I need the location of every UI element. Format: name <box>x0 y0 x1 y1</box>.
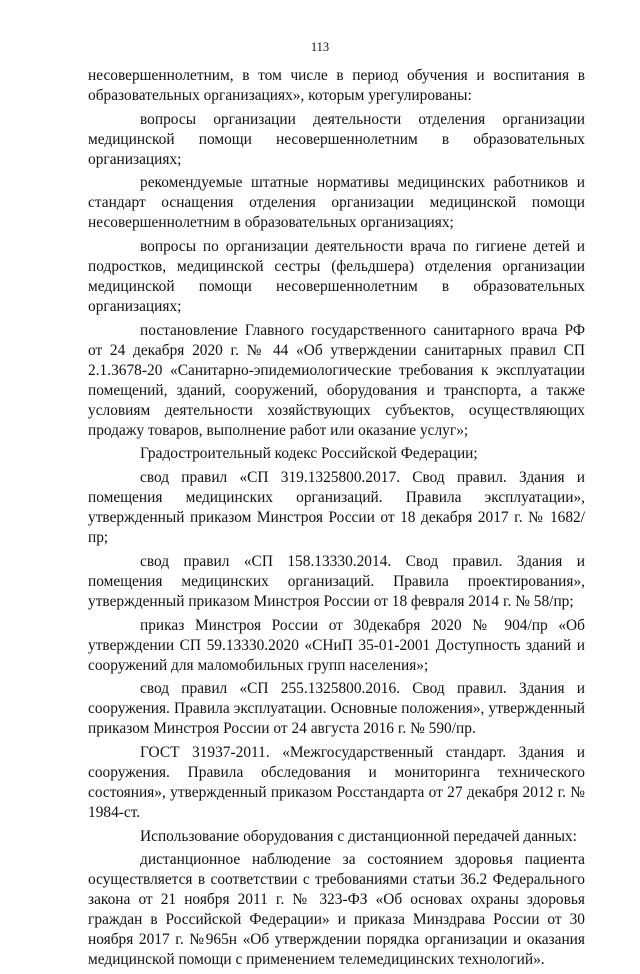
document-body <box>88 66 585 974</box>
paragraph: Использование оборудования с дистанционной передачей данных: <box>140 827 577 845</box>
paragraph: вопросы организации деятельности отделения организации медицинской помощи несовершеннолетним в образовательных организациях; <box>88 110 585 168</box>
paragraph: свод правил «СП 319.1325800.2017. Свод правил. Здания и помещения медицинских организаций. Правила эксплуатации», утвержденный приказом Минстроя России от 18 декабря 2017 г. № 1682/пр; <box>88 469 585 547</box>
paragraph: свод правил «СП 158.13330.2014. Свод правил. Здания и помещения медицинских организаций. Правила проектирования», утвержденный приказом Минстроя России от 18 февраля 2014 г. № 58/пр; <box>88 552 585 610</box>
page-number: 113 <box>310 40 330 54</box>
paragraph: приказ Минстроя России от 30декабря 2020 № 904/пр «Об утверждении СП 59.13330.2020 «СНиП 35-01-2001 Доступность зданий и сооружений для маломобильных групп населения»; <box>88 616 585 674</box>
paragraph: постановление Главного государственного санитарного врача РФ от 24 декабря 2020 г. № 44 «Об утверждении санитарных правил СП 2.1.3678-20 «Санитарно-эпидемиологические требования к эксплуатации помещений, зданий, сооружений, оборудования и транспорта, а также условиям деятельности хозяйствующих субъектов, осуществляющих продажу товаров, выполнение работ или оказание услуг»; <box>88 321 585 439</box>
paragraph: вопросы по организации деятельности врача по гигиене детей и подростков, медицинской сестры (фельдшера) отделения организации медицинской помощи несовершеннолетним в образовательных организациях; <box>88 238 585 316</box>
paragraph: ГОСТ 31937-2011. «Межгосударственный стандарт. Здания и сооружения. Правила обследования и мониторинга технического состояния», утвержденный приказом Росстандарта от 27 декабря 2012 г. № 1984-ст. <box>88 743 585 821</box>
paragraph-continuation: несовершеннолетним, в том числе в период обучения и воспитания в образовательных организациях», которым урегулированы: <box>88 67 585 104</box>
paragraph: Градостроительный кодекс Российской Федерации; <box>140 445 478 463</box>
paragraph: свод правил «СП 255.1325800.2016. Свод правил. Здания и сооружения. Правила эксплуатации. Основные положения», утвержденный приказом Минстроя России от 24 августа 2016 г. № 590/пр. <box>88 680 585 738</box>
paragraph: рекомендуемые штатные нормативы медицинских работников и стандарт оснащения отделения организации медицинской помощи несовершеннолетним в образовательных организациях; <box>88 174 585 232</box>
paragraph: дистанционное наблюдение за состоянием здоровья пациента осуществляется в соответствии с требованиями статьи 36.2 Федерального закона от 21 ноября 2011 г. № 323-ФЗ «Об основах охраны здоровья граждан в Российской Федерации» и приказа Минздрава России от 30 ноября 2017 г. №965н «Об утверждении порядка организации и оказания медицинской помощи с применением телемедицинских технологий». <box>88 851 585 969</box>
